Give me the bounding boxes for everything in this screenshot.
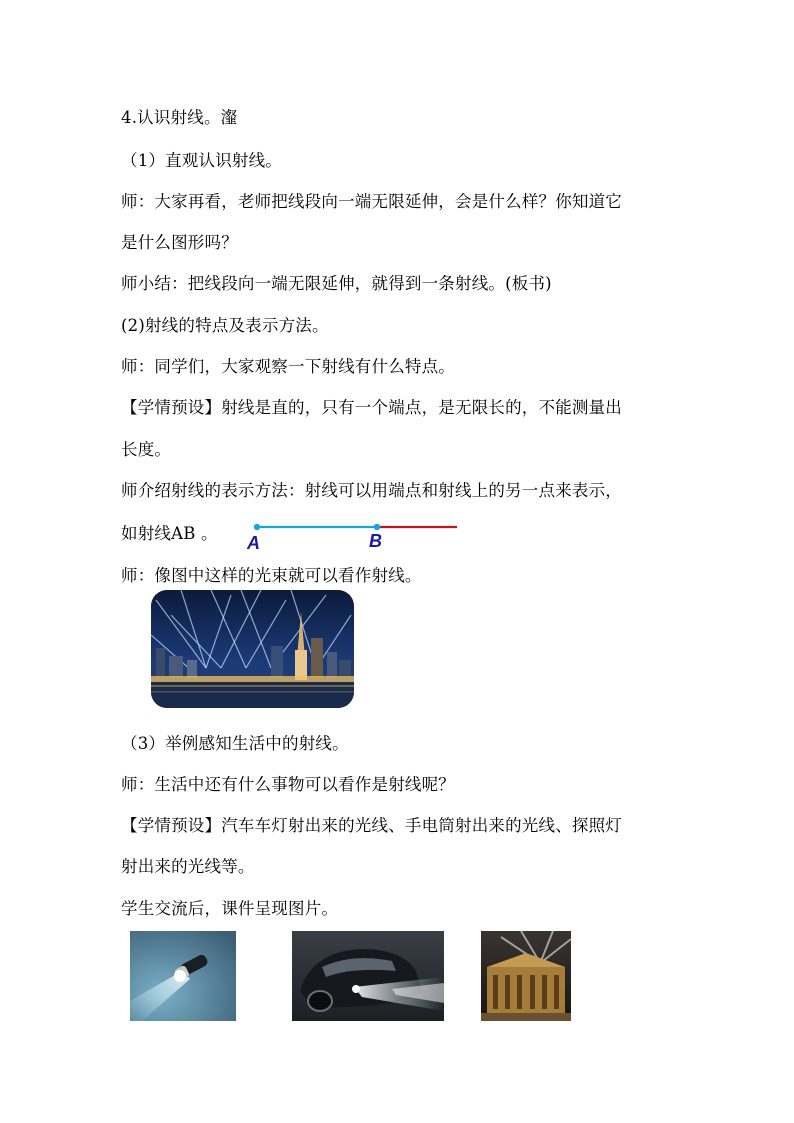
subsection-heading-2: (2)射线的特点及表示方法。 (121, 316, 329, 335)
car-headlights-photo (292, 931, 444, 1021)
paragraph-line: 长度。 (121, 440, 172, 459)
paragraph-line: 如射线AB 。 (121, 524, 218, 543)
paragraph-line: 【学情预设】射线是直的，只有一个端点，是无限长的，不能测量出 (121, 398, 622, 417)
paragraph-line: 射出来的光线等。 (121, 857, 255, 876)
point-a-dot (254, 524, 260, 530)
paragraph-line: 学生交流后，课件呈现图片。 (121, 899, 339, 918)
searchlight-building-photo (481, 931, 571, 1021)
paragraph-line: 师：大家再看，老师把线段向一端无限延伸，会是什么样？你知道它 (121, 192, 622, 211)
point-b-label: B (369, 531, 382, 551)
paragraph-line: 【学情预设】汽车车灯射出来的光线、手电筒射出来的光线、探照灯 (121, 816, 622, 835)
subsection-heading-3: （3）举例感知生活中的射线。 (121, 734, 349, 753)
paragraph-line: 师介绍射线的表示方法：射线可以用端点和射线上的另一点来表示， (121, 481, 622, 500)
city-light-beams-photo (151, 590, 354, 708)
paragraph-line: 师：生活中还有什么事物可以看作是射线呢？ (121, 775, 455, 794)
flashlight-photo (130, 931, 236, 1021)
section-heading: 4.认识射线。瀣 (121, 108, 238, 127)
paragraph-line: 师小结：把线段向一端无限延伸，就得到一条射线。(板书) (121, 274, 552, 293)
paragraph-line: 师：同学们，大家观察一下射线有什么特点。 (121, 357, 455, 376)
subsection-heading-1: （1）直观认识射线。 (121, 151, 282, 170)
paragraph-line: 师：像图中这样的光束就可以看作射线。 (121, 566, 422, 585)
point-a-label: A (247, 533, 260, 553)
ray-ab-diagram (246, 512, 466, 558)
paragraph-line: 是什么图形吗？ (121, 233, 238, 252)
point-b-dot (374, 524, 380, 530)
